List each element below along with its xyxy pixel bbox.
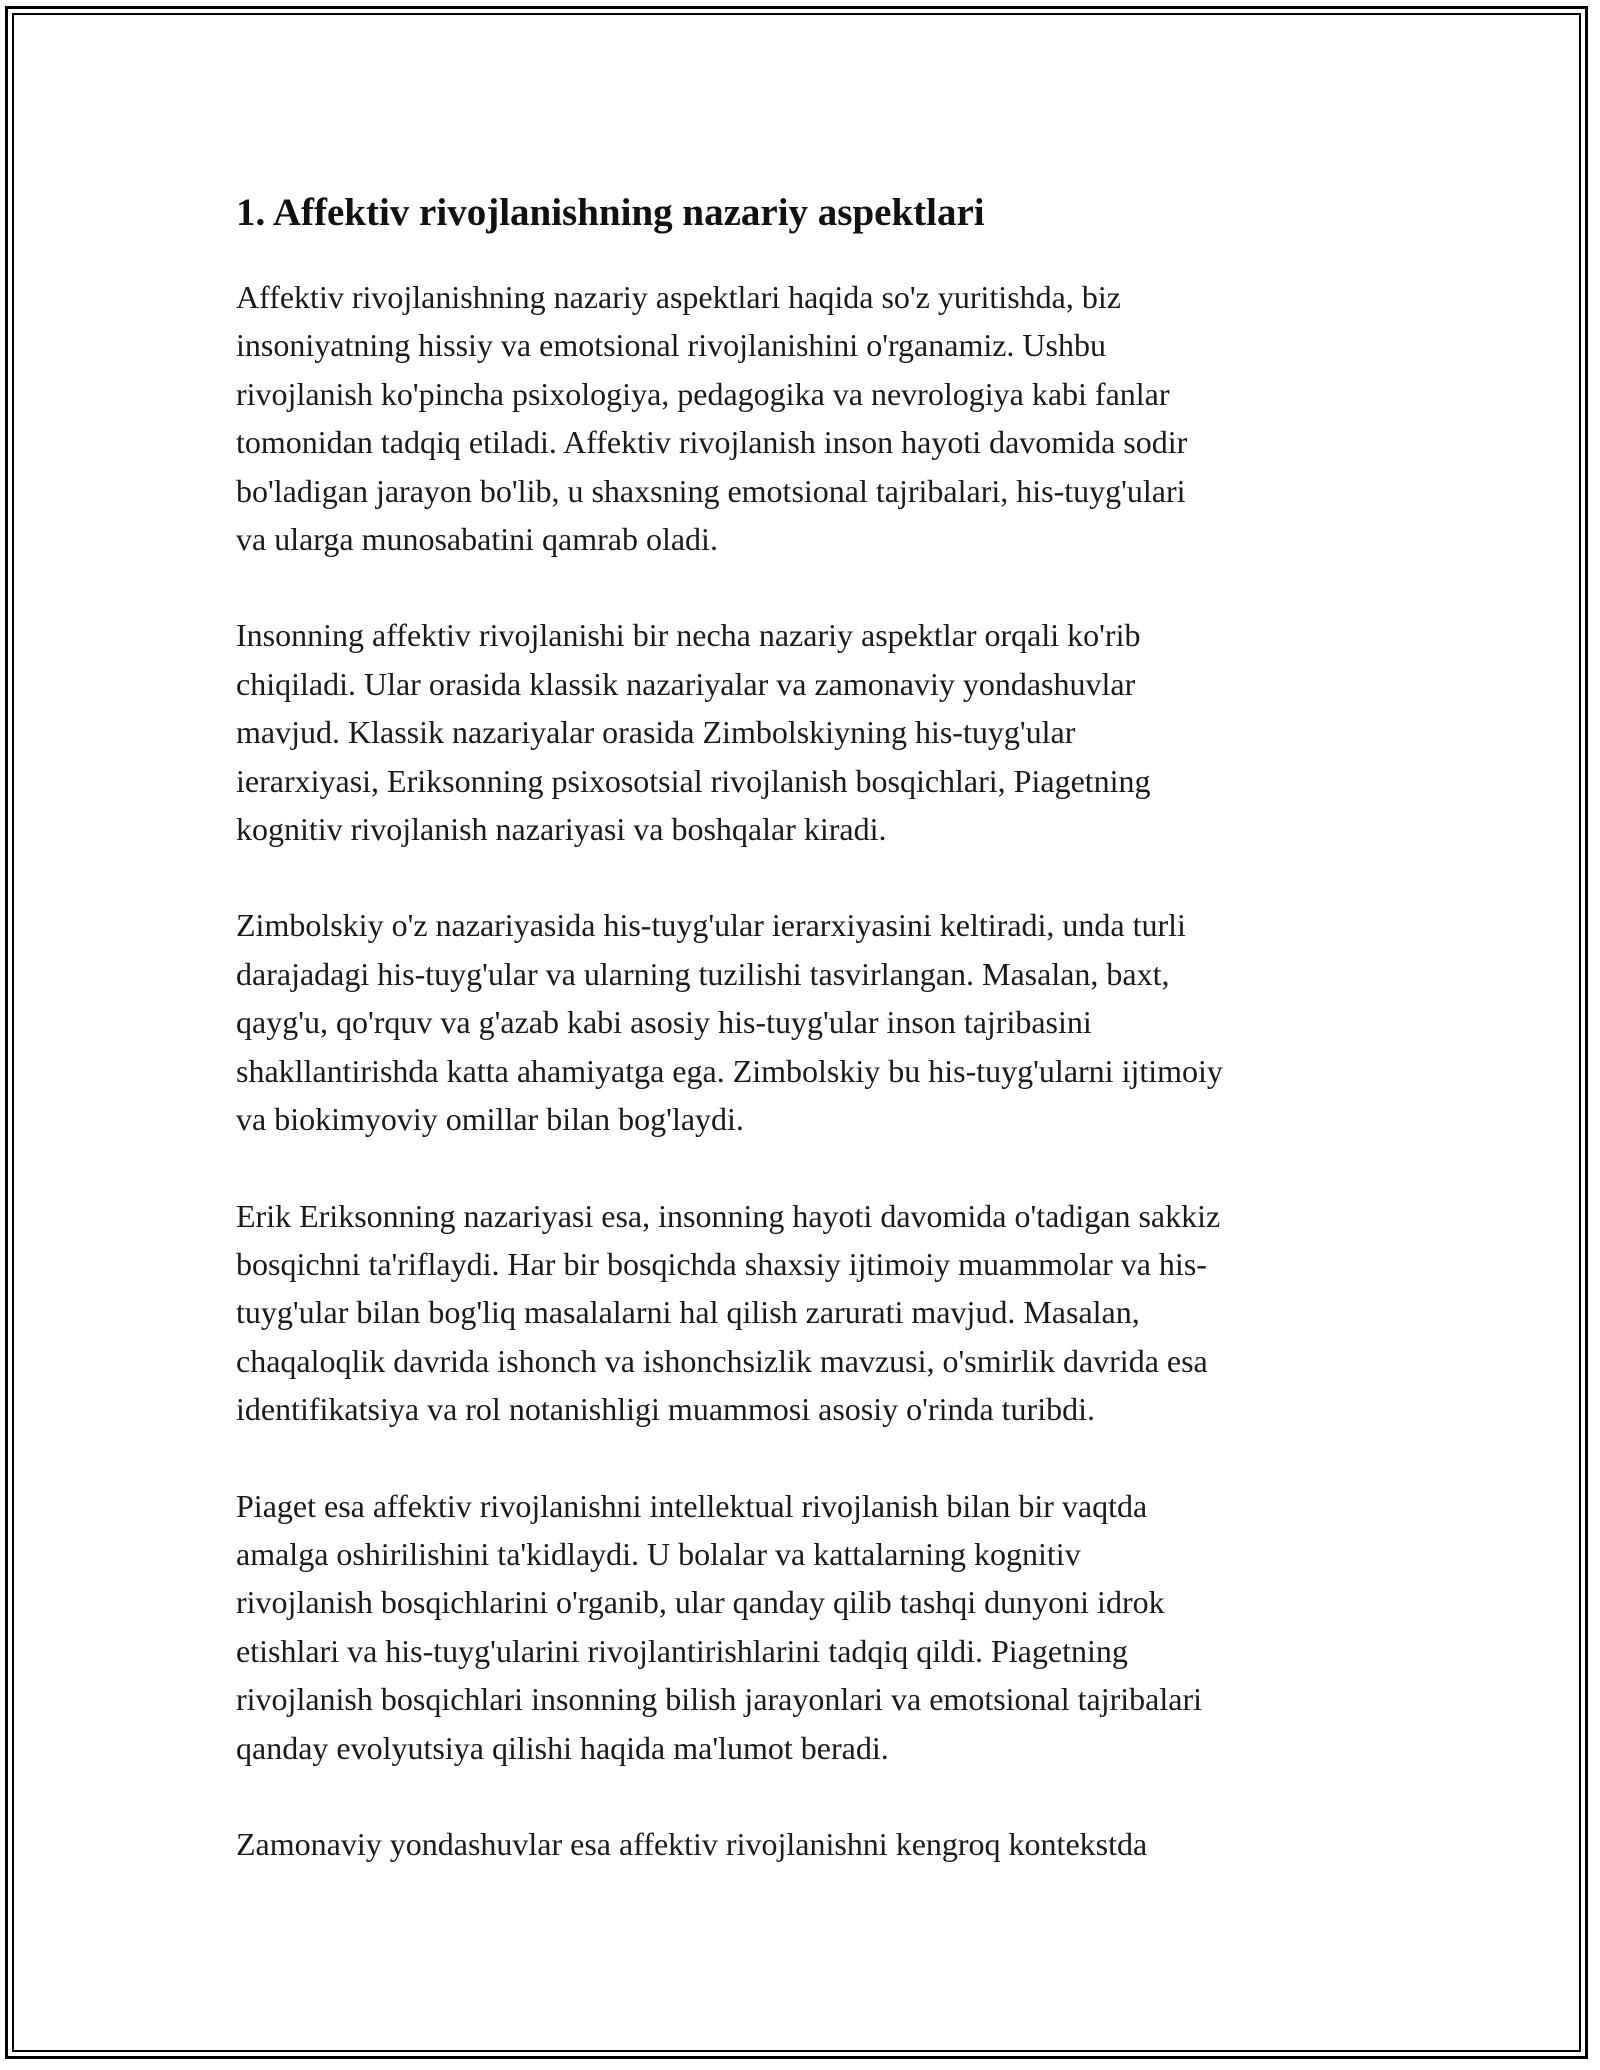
paragraph-line: Zamonaviy yondashuvlar esa affektiv rivojlanishni kengroq kontekstda — [236, 1825, 1148, 1862]
paragraph-line: chaqaloqlik davrida ishonch va ishonchsizlik mavzusi, o'smirlik davrida esa — [236, 1342, 1208, 1379]
paragraph-line: etishlari va his-tuyg'ularini rivojlantirishlarini tadqiq qildi. Piagetning — [236, 1632, 1128, 1669]
paragraph-line: qanday evolyutsiya qilishi haqida ma'lumot beradi. — [236, 1729, 889, 1766]
paragraph-line: tomonidan tadqiq etiladi. Affektiv rivojlanish inson hayoti davomida sodir — [236, 424, 1188, 461]
paragraph-line: Affektiv rivojlanishning nazariy aspektlari haqida so'z yuritishda, biz — [236, 279, 1121, 315]
paragraph-line: rivojlanish bosqichlari insonning bilish jarayonlari va emotsional tajribalari — [236, 1681, 1203, 1718]
section-heading: 1. Affektiv rivojlanishning nazariy aspektlari — [236, 191, 985, 234]
paragraph-line: insoniyatning hissiy va emotsional rivojlanishini o'rganamiz. Ushbu — [236, 327, 1106, 364]
paragraph-line: tuyg'ular bilan bog'liq masalalarni hal qilish zarurati mavjud. Masalan, — [236, 1294, 1140, 1331]
paragraph-line: mavjud. Klassik nazariyalar orasida Zimbolskiyning his-tuyg'ular — [236, 714, 1076, 751]
paragraph-line: shakllantirishda katta ahamiyatga ega. Zimbolskiy bu his-tuyg'ularni ijtimoiy — [236, 1052, 1223, 1089]
paragraph-line: kognitiv rivojlanish nazariyasi va boshqalar kiradi. — [236, 811, 887, 848]
paragraph — [236, 273, 1386, 563]
paragraph-line: va ularga munosabatini qamrab oladi. — [236, 521, 718, 558]
paragraph-line: bo'ladigan jarayon bo'lib, u shaxsning emotsional tajribalari, his-tuyg'ulari — [236, 472, 1186, 509]
paragraph-line: amalga oshirilishini ta'kidlaydi. U bolalar va kattalarning kognitiv — [236, 1535, 1081, 1572]
paragraph — [236, 1820, 1386, 1868]
paragraph-line: va biokimyoviy omillar bilan bog'laydi. — [236, 1101, 744, 1138]
document-page — [236, 185, 1386, 1916]
paragraph-line: identifikatsiya va rol notanishligi muammosi asosiy o'rinda turibdi. — [236, 1391, 1095, 1428]
paragraph-line: Insonning affektiv rivojlanishi bir necha nazariy aspektlar orqali ko'rib — [236, 617, 1141, 654]
paragraph-line: Zimbolskiy o'z nazariyasida his-tuyg'ular ierarxiyasini keltiradi, unda turli — [236, 907, 1186, 944]
paragraph-line: rivojlanish ko'pincha psixologiya, pedagogika va nevrologiya kabi fanlar — [236, 375, 1170, 412]
paragraph-line: darajadagi his-tuyg'ular va ularning tuzilishi tasvirlangan. Masalan, baxt, — [236, 955, 1170, 992]
paragraph — [236, 1482, 1386, 1772]
paragraph-line: chiqiladi. Ular orasida klassik nazariyalar va zamonaviy yondashuvlar — [236, 665, 1136, 702]
paragraph — [236, 1192, 1386, 1434]
paragraph-line: Erik Eriksonning nazariyasi esa, insonning hayoti davomida o'tadigan sakkiz — [236, 1197, 1221, 1234]
paragraph-line: rivojlanish bosqichlarini o'rganib, ular qanday qilib tashqi dunyoni idrok — [236, 1584, 1165, 1621]
document-body — [236, 273, 1386, 1868]
paragraph-line: qayg'u, qo'rquv va g'azab kabi asosiy his-tuyg'ular inson tajribasini — [236, 1004, 1092, 1041]
paragraph — [236, 901, 1386, 1143]
paragraph-line: bosqichni ta'riflaydi. Har bir bosqichda shaxsiy ijtimoiy muammolar va his- — [236, 1245, 1207, 1282]
paragraph — [236, 611, 1386, 853]
paragraph-line: ierarxiyasi, Eriksonning psixosotsial rivojlanish bosqichlari, Piagetning — [236, 762, 1151, 799]
paragraph-line: Piaget esa affektiv rivojlanishni intellektual rivojlanish bilan bir vaqtda — [236, 1487, 1148, 1524]
